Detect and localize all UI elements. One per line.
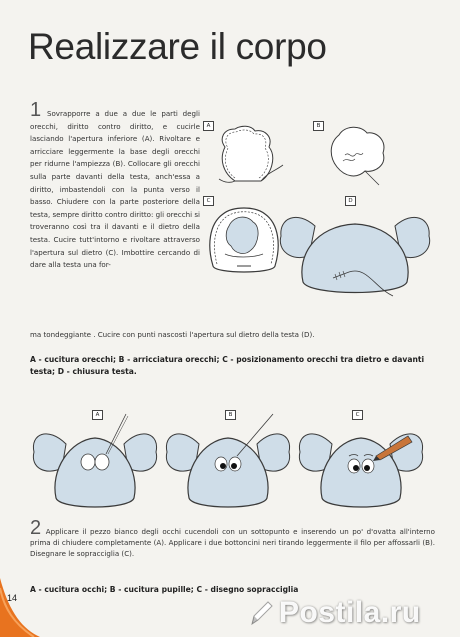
step-1-text bbox=[30, 99, 200, 272]
step-2-body: Applicare il pezzo bianco degli occhi cucendoli con un sottopunto e inserendo un po' d'ovatta all'interno prima di chiudere completamente (A). Applicare i due bottoncini neri tirando leggermente il filo per affossarli (B). Disegnare le sopracciglia (C). bbox=[30, 527, 435, 558]
watermark bbox=[248, 596, 421, 630]
page-corner-decoration bbox=[0, 578, 40, 637]
figure-label-b: B bbox=[313, 121, 324, 131]
step-2-number: 2 bbox=[30, 517, 42, 539]
figure-eyebrow-drawing bbox=[296, 410, 426, 515]
step-2-text bbox=[30, 517, 435, 559]
figure-pupil-sewing bbox=[163, 410, 293, 515]
figure-label-step2-b: B bbox=[225, 410, 236, 420]
step-1-text-tail: ma tondeggiante . Cucire con punti nascosti l'apertura sul dietro della testa (D). bbox=[30, 330, 315, 339]
step-1-body: Sovrapporre a due a due le parti degli orecchi, diritto contro diritto, e cucirle lasciando l'apertura inferiore (A). Rivoltare e arricciare leggermente la base degli orecchi per ridurne l'ampiezza (B). Collocare gli orecchi sulla parte davanti della testa, anch'essa a diritto, imbastendoli con la punta verso il basso. Chiudere con la parte posteriore della testa, sempre diritto contro diritto: gli orecchi si troveranno così tra il davanti e il dietro della testa. Cucire tutt'intorno e rivoltare attraverso l'apertura sul dietro (C). Imbottire cercando di dare alla testa una for- bbox=[30, 109, 200, 270]
figure-head-closure bbox=[275, 196, 435, 306]
figure-ear-gathering bbox=[315, 121, 410, 186]
figure-label-a: A bbox=[203, 121, 214, 131]
figure-label-c: C bbox=[203, 196, 214, 206]
page-number: 14 bbox=[7, 593, 18, 603]
pencil-logo-icon bbox=[248, 598, 274, 628]
figure-label-step2-a: A bbox=[92, 410, 103, 420]
figure-ear-positioning bbox=[203, 196, 285, 286]
watermark-text: Postila.ru bbox=[279, 596, 421, 629]
step-1-number: 1 bbox=[30, 99, 42, 121]
caption-step-2: A - cucitura occhi; B - cucitura pupille; C - disegno sopracciglia bbox=[30, 585, 299, 594]
figure-eye-sewing bbox=[30, 410, 160, 515]
figure-ear-sewing bbox=[205, 121, 300, 186]
caption-step-1: A - cucitura orecchi; B - arricciatura orecchi; C - posizionamento orecchi tra dietro e davanti testa; D - chiusura testa. bbox=[30, 355, 425, 376]
figure-label-d: D bbox=[345, 196, 356, 206]
page-title: Realizzare il corpo bbox=[28, 26, 327, 67]
figure-label-step2-c: C bbox=[352, 410, 363, 420]
